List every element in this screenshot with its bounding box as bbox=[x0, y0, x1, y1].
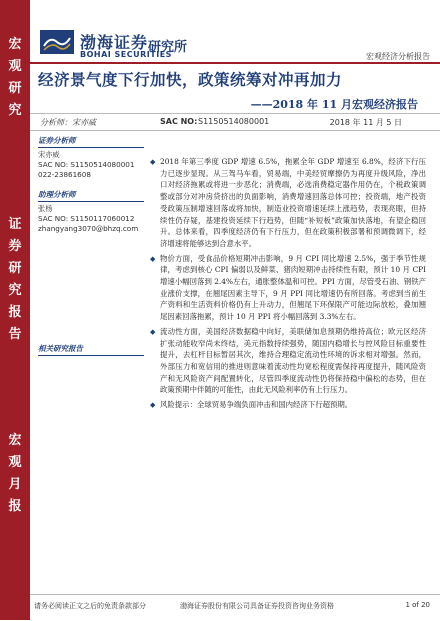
logo-text-cn: 渤海证券 bbox=[80, 33, 149, 52]
summary-paragraph bbox=[150, 326, 426, 396]
sidebar-label-macro-research bbox=[0, 34, 30, 122]
paragraph-text: 流动性方面，美国经济数据稳中向好，美联储加息预期仍维持高位；欧元区经济扩张动能收窄尚未终结，美元指数持续强势，随国内稳增长与控风险目标重要性提升，去杠杆目标暂居其次，维持合理稳定流动性环境的诉求相对增强。然而，外部压力和宽信用的推进则意味着流动性均宽松程度需保持再度提升，随风险资产和无风险资产间配置转化，尽管四季度流动性仍将保持稳中偏松的态势，但在政策预期中伴随的可能性，由此无风险利率仍有上行压力。 bbox=[160, 326, 426, 395]
assistant-name: 张杨 bbox=[38, 204, 53, 213]
header-divider bbox=[30, 62, 440, 64]
report-title: 经济景气度下行加快，政策统筹对冲再加力 bbox=[38, 70, 343, 89]
assistant-sac: SAC NO: S1150117060012 bbox=[38, 214, 135, 223]
sidebar-char: 报 bbox=[8, 305, 22, 320]
analyst-name: 宋亦威 bbox=[38, 150, 60, 159]
paragraph-text: 物价方面，受食品价格短期冲击影响，9 月 CPI 同比增速 2.5%，强于季节性规律，考虑到核心 CPI 偏弱以及鲜菜、猪肉短期冲击持续性有限，预计 10 月 CPI 增速小幅回落到 2.4%左右，通胀整体温和可控。PPI 方面，尽管受石油、钢铁产业涨价支撑，在翘尾因素主导下，9 月 PPI 同比增速仍有所回落。考虑到当前生产资料和生活资料价格仍有上升动力，但翘尾下环保限产可能边际放松，叠加翘尾因素回落拖累，预计 10 月 PPI 将小幅回落到 3.3%左右。 bbox=[160, 253, 426, 322]
bohai-logo-icon bbox=[40, 30, 74, 54]
sidebar-char: 告 bbox=[8, 327, 22, 342]
summary-paragraph bbox=[150, 253, 426, 323]
summary-paragraph bbox=[150, 399, 426, 411]
bullet-icon: ◆ bbox=[150, 254, 156, 263]
sidebar-char: 证 bbox=[8, 217, 22, 232]
sidebar-label-securities-report bbox=[0, 214, 30, 346]
assistant-heading: 助理分析师 bbox=[38, 190, 144, 202]
institute-label: 研究所 bbox=[148, 40, 188, 55]
page-number: 1 of 20 bbox=[405, 601, 430, 609]
analyst-panel bbox=[38, 136, 144, 358]
sidebar-band bbox=[0, 0, 30, 620]
sidebar-char: 月 bbox=[8, 477, 22, 492]
report-type: 宏观经济分析报告 bbox=[366, 52, 430, 61]
bullet-icon: ◆ bbox=[150, 327, 156, 336]
info-bar bbox=[30, 113, 440, 131]
bullet-icon: ◆ bbox=[150, 158, 156, 166]
related-reports-heading: 相关研究报告 bbox=[38, 344, 144, 356]
sidebar-label-monthly bbox=[0, 430, 30, 518]
analyst-phone: 022-23861608 bbox=[38, 170, 91, 179]
bullet-icon: ◆ bbox=[150, 401, 156, 410]
report-subtitle: ——2018 年 11 月宏观经济报告 bbox=[250, 98, 418, 111]
sidebar-char: 观 bbox=[8, 455, 22, 470]
page-header bbox=[30, 0, 440, 64]
sidebar-char: 宏 bbox=[8, 433, 22, 448]
paragraph-text: 风险提示：全球贸易争端负面冲击和国内经济下行超预期。 bbox=[160, 400, 353, 410]
paragraph-text: 2018 年第三季度 GDP 增速 6.5%，拖累全年 GDP 增速至 6.8%，经济下行压力已逐步显现。从三驾马车看，贸易端，中美经贸摩擦仍为再度升级风险，净出口对经济拖累或将进一步恶化；消费端，必选消费稳定器作用仍在，个税政策调整或部分对冲房贷挤出的负面影响，消费增速回落总体可控；投资端，地产投资受政策压制增速回落或将加快，制造业投资增速延续上涨趋势，表现亮眼，但持续性仍存疑，基建投资延续下行趋势，但随“补短板”政策加快落地，有望企稳回升。总体来看，四季度经济仍有下行压力，但在政策积极部署和预调微调下，经济增速将能够达到合意水平。 bbox=[160, 157, 426, 248]
sac-number: S1150514080001 bbox=[198, 117, 270, 126]
sidebar-char: 观 bbox=[8, 59, 22, 74]
analyst-line: 分析师：宋亦威 bbox=[40, 118, 96, 127]
sidebar-char: 券 bbox=[8, 239, 22, 254]
analyst-sac: SAC NO: S1150514080001 bbox=[38, 160, 135, 169]
sidebar-char: 究 bbox=[8, 103, 22, 118]
analyst-heading: 证券分析师 bbox=[38, 136, 144, 148]
sidebar-char: 究 bbox=[8, 283, 22, 298]
summary-body bbox=[150, 156, 426, 414]
sidebar-char: 报 bbox=[8, 499, 22, 514]
footer-disclaimer: 请务必阅读正文之后的免责条款部分 bbox=[34, 602, 146, 610]
sidebar-char: 研 bbox=[8, 81, 22, 96]
sidebar-char: 研 bbox=[8, 261, 22, 276]
summary-paragraph bbox=[150, 156, 426, 250]
sidebar-char: 宏 bbox=[8, 37, 22, 52]
logo-text-en: BOHAI SECURITIES bbox=[80, 50, 172, 59]
report-date: 2018 年 11 月 5 日 bbox=[329, 118, 402, 127]
assistant-email[interactable]: zhangyang3070@bhzq.com bbox=[38, 224, 139, 233]
sac-label: SAC NO: bbox=[160, 117, 198, 126]
page-footer bbox=[30, 594, 440, 621]
footer-org: 渤海证券股份有限公司具备证券投资咨询业务资格 bbox=[180, 602, 334, 610]
